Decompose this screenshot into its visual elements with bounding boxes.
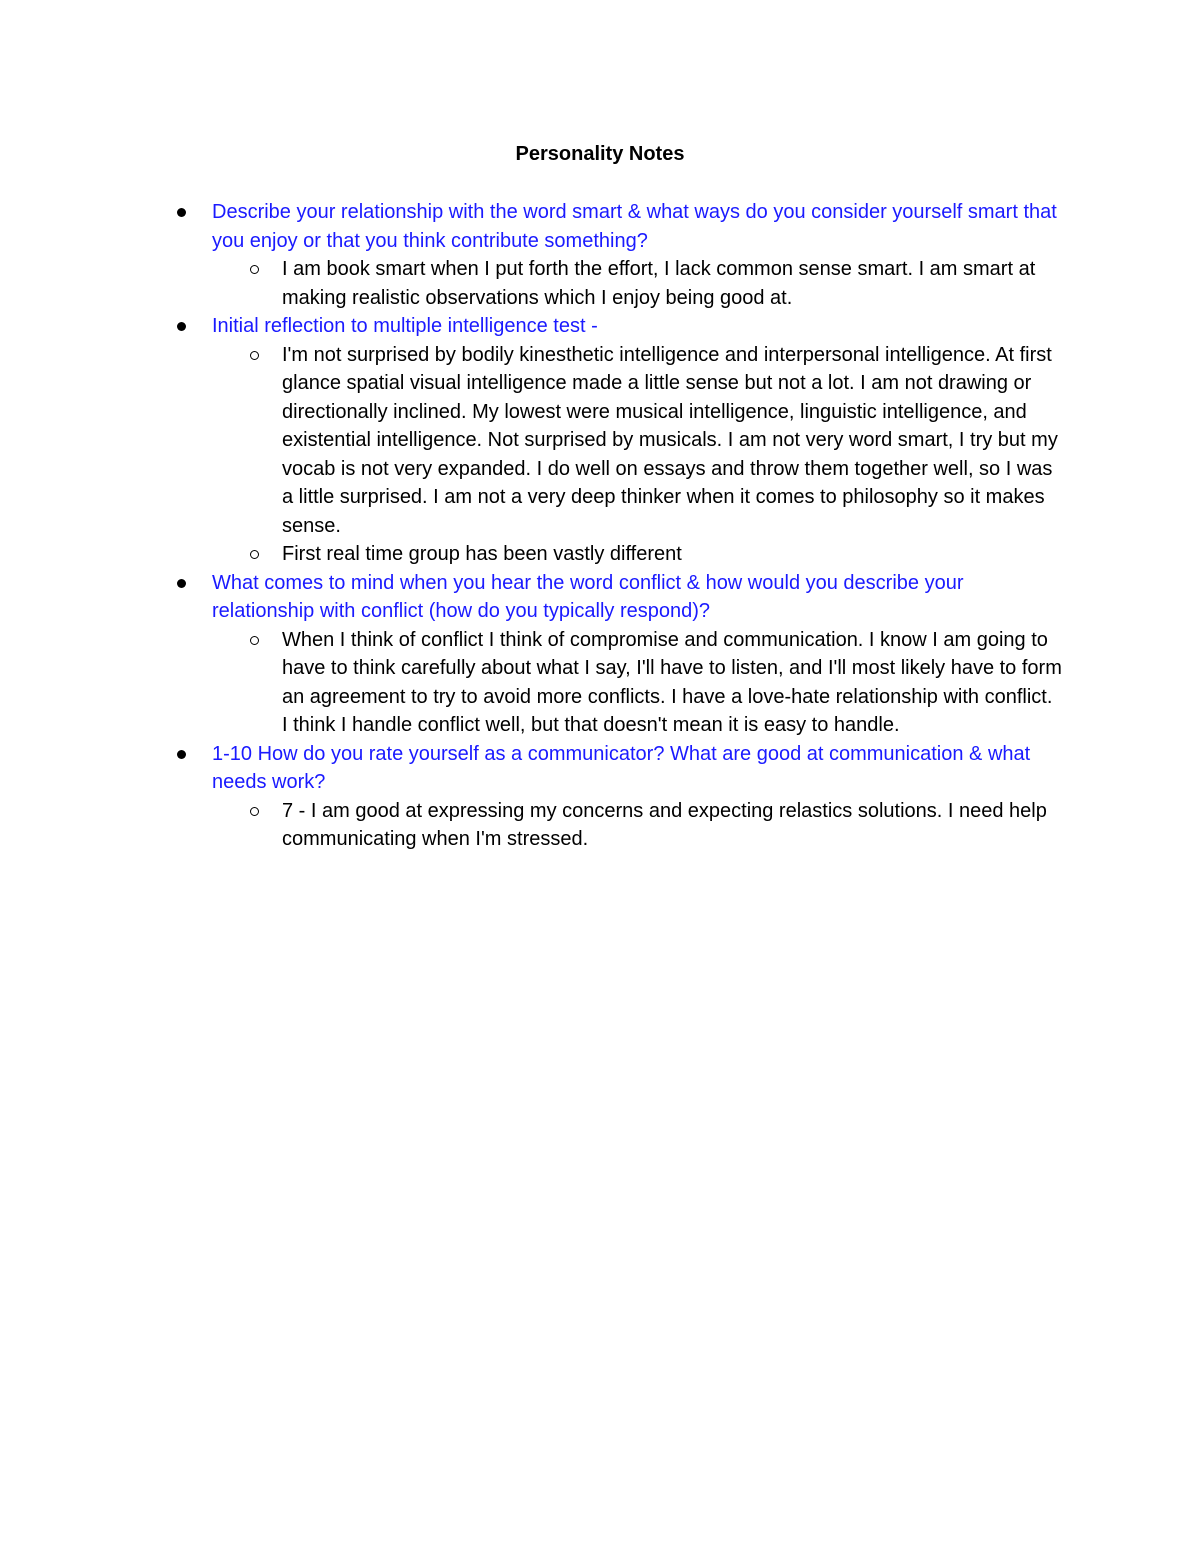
question-text: Describe your relationship with the word smart & what ways do you consider yourself smart that you enjoy or that you think contribute something?	[212, 201, 1057, 252]
answer-text: I'm not surprised by bodily kinesthetic intelligence and interpersonal intelligence. At first glance spatial visual intelligence made a little sense but not a lot. I am not drawing or directionally inclined. My lowest were musical intelligence, linguistic intelligence, and existential intelligence. Not surprised by musicals. I am not very word smart, I try but my vocab is not very expanded. I do well on essays and throw them together well, so I was a little surprised. I am not a very deep thinker when it comes to philosophy so it makes sense.	[282, 343, 1058, 537]
question-item	[172, 569, 1062, 626]
question-item	[172, 740, 1062, 797]
hollow-bullet-icon	[250, 550, 259, 559]
notes-list	[172, 198, 1062, 854]
question-text: 1-10 How do you rate yourself as a communicator? What are good at communication & what needs work?	[212, 742, 1031, 793]
answer-text: First real time group has been vastly different	[282, 543, 682, 565]
filled-bullet-icon	[177, 322, 186, 331]
filled-bullet-icon	[177, 208, 186, 217]
hollow-bullet-icon	[250, 351, 259, 360]
answer-item	[172, 797, 1062, 854]
answer-text: 7 - I am good at expressing my concerns and expecting relastics solutions. I need help communicating when I'm stressed.	[282, 799, 1047, 850]
answer-item	[172, 341, 1062, 541]
answer-item	[172, 255, 1062, 312]
hollow-bullet-icon	[250, 807, 259, 816]
answer-text: I am book smart when I put forth the effort, I lack common sense smart. I am smart at making realistic observations which I enjoy being good at.	[282, 258, 1036, 309]
hollow-bullet-icon	[250, 265, 259, 274]
hollow-bullet-icon	[250, 636, 259, 645]
filled-bullet-icon	[177, 579, 186, 588]
question-text: Initial reflection to multiple intelligence test -	[212, 315, 598, 337]
filled-bullet-icon	[177, 750, 186, 759]
answer-text: When I think of conflict I think of compromise and communication. I know I am going to have to think carefully about what I say, I'll have to listen, and I'll most likely have to form an agreement to try to avoid more conflicts. I have a love-hate relationship with conflict. I think I handle conflict well, but that doesn't mean it is easy to handle.	[282, 628, 1062, 736]
document-title: Personality Notes	[515, 143, 685, 165]
answer-item	[172, 540, 1062, 569]
answer-item	[172, 626, 1062, 740]
question-text: What comes to mind when you hear the word conflict & how would you describe your relationship with conflict (how do you typically respond)?	[212, 571, 964, 622]
question-item	[172, 312, 1062, 341]
question-item	[172, 198, 1062, 255]
